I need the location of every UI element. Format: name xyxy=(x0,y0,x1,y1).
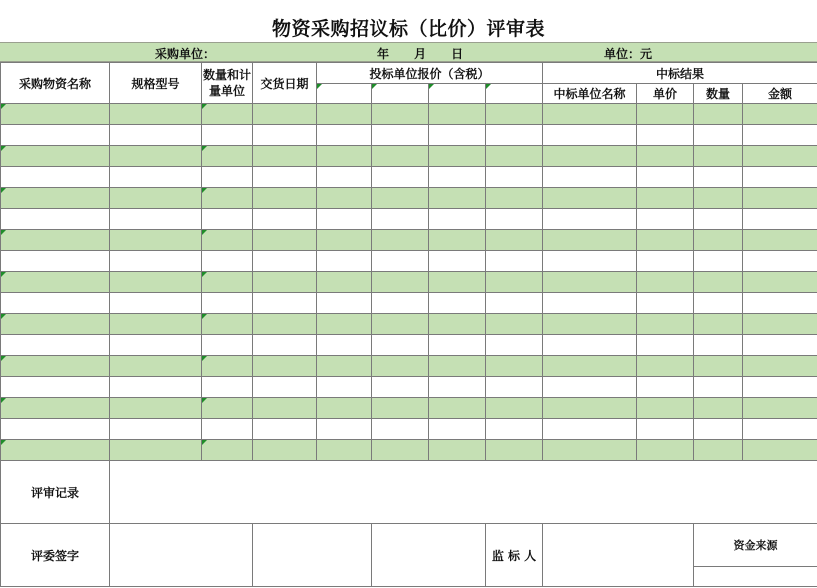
table-cell[interactable] xyxy=(694,209,743,230)
table-cell[interactable] xyxy=(110,188,202,209)
table-cell[interactable] xyxy=(317,356,372,377)
table-cell[interactable] xyxy=(637,251,694,272)
table-cell[interactable] xyxy=(317,440,372,461)
table-cell[interactable] xyxy=(743,125,817,146)
table-row xyxy=(1,167,817,188)
table-cell[interactable] xyxy=(486,314,543,335)
table-cell[interactable] xyxy=(372,335,429,356)
table-cell[interactable] xyxy=(202,356,253,377)
table-cell[interactable] xyxy=(637,440,694,461)
table-cell[interactable] xyxy=(202,167,253,188)
table-cell[interactable] xyxy=(253,251,317,272)
table-cell[interactable] xyxy=(110,377,202,398)
bid-quote-cell-2[interactable] xyxy=(372,84,429,104)
table-cell[interactable] xyxy=(253,167,317,188)
evaluation-table xyxy=(0,62,817,587)
table-cell[interactable] xyxy=(253,188,317,209)
table-cell[interactable] xyxy=(486,104,543,125)
header-bid-quotes: 投标单位报价（含税） xyxy=(317,63,543,84)
table-cell[interactable] xyxy=(202,419,253,440)
table-cell[interactable] xyxy=(694,104,743,125)
table-cell[interactable] xyxy=(110,104,202,125)
table-cell[interactable] xyxy=(543,272,637,293)
table-cell[interactable] xyxy=(110,251,202,272)
table-cell[interactable] xyxy=(429,377,486,398)
table-cell[interactable] xyxy=(110,209,202,230)
table-cell[interactable] xyxy=(202,440,253,461)
table-cell[interactable] xyxy=(1,146,110,167)
table-cell[interactable] xyxy=(110,230,202,251)
table-row xyxy=(1,104,817,125)
table-cell[interactable] xyxy=(372,251,429,272)
table-cell[interactable] xyxy=(543,398,637,419)
table-cell[interactable] xyxy=(637,293,694,314)
date-label: 年 月 日 xyxy=(377,47,464,61)
table-cell[interactable] xyxy=(372,440,429,461)
table-cell[interactable] xyxy=(253,272,317,293)
table-cell[interactable] xyxy=(1,230,110,251)
table-cell[interactable] xyxy=(543,314,637,335)
table-cell[interactable] xyxy=(637,356,694,377)
table-cell[interactable] xyxy=(743,377,817,398)
signature-cell-3[interactable] xyxy=(372,524,486,587)
table-cell[interactable] xyxy=(637,314,694,335)
table-cell[interactable] xyxy=(1,104,110,125)
table-cell[interactable] xyxy=(743,272,817,293)
table-cell[interactable] xyxy=(1,251,110,272)
table-cell[interactable] xyxy=(743,167,817,188)
table-cell[interactable] xyxy=(372,188,429,209)
table-cell[interactable] xyxy=(372,209,429,230)
table-cell[interactable] xyxy=(743,440,817,461)
table-cell[interactable] xyxy=(1,188,110,209)
table-cell[interactable] xyxy=(253,125,317,146)
table-cell[interactable] xyxy=(637,167,694,188)
table-cell[interactable] xyxy=(202,335,253,356)
table-cell[interactable] xyxy=(317,293,372,314)
table-cell[interactable] xyxy=(317,272,372,293)
table-cell[interactable] xyxy=(1,419,110,440)
table-cell[interactable] xyxy=(543,335,637,356)
table-row xyxy=(1,314,817,335)
supervisor-label: 监 标 人 xyxy=(486,524,543,587)
table-cell[interactable] xyxy=(253,209,317,230)
signature-cell-2[interactable] xyxy=(253,524,372,587)
table-cell[interactable] xyxy=(1,356,110,377)
table-cell[interactable] xyxy=(253,104,317,125)
table-cell[interactable] xyxy=(317,125,372,146)
table-cell[interactable] xyxy=(317,188,372,209)
table-cell[interactable] xyxy=(253,356,317,377)
purchase-unit-label: 采购单位： xyxy=(155,47,216,61)
table-cell[interactable] xyxy=(317,335,372,356)
table-cell[interactable] xyxy=(429,293,486,314)
table-cell[interactable] xyxy=(694,356,743,377)
table-cell[interactable] xyxy=(743,293,817,314)
table-cell[interactable] xyxy=(110,419,202,440)
table-cell[interactable] xyxy=(543,356,637,377)
table-cell[interactable] xyxy=(543,377,637,398)
table-cell[interactable] xyxy=(202,209,253,230)
table-cell[interactable] xyxy=(429,314,486,335)
table-cell[interactable] xyxy=(372,146,429,167)
page-title: 物资采购招议标（比价）评审表 xyxy=(271,18,545,40)
table-cell[interactable] xyxy=(253,335,317,356)
table-cell[interactable] xyxy=(429,398,486,419)
table-cell[interactable] xyxy=(202,104,253,125)
table-cell[interactable] xyxy=(429,419,486,440)
table-row xyxy=(1,230,817,251)
table-row xyxy=(1,335,817,356)
table-cell[interactable] xyxy=(372,356,429,377)
table-cell[interactable] xyxy=(637,272,694,293)
table-cell[interactable] xyxy=(694,314,743,335)
table-cell[interactable] xyxy=(372,377,429,398)
table-row xyxy=(1,125,817,146)
table-row xyxy=(1,209,817,230)
table-cell[interactable] xyxy=(1,377,110,398)
table-cell[interactable] xyxy=(372,104,429,125)
table-cell[interactable] xyxy=(202,377,253,398)
table-cell[interactable] xyxy=(253,293,317,314)
table-cell[interactable] xyxy=(110,314,202,335)
table-cell[interactable] xyxy=(202,146,253,167)
table-cell[interactable] xyxy=(253,398,317,419)
table-cell[interactable] xyxy=(372,272,429,293)
table-cell[interactable] xyxy=(1,314,110,335)
table-cell[interactable] xyxy=(743,146,817,167)
table-cell[interactable] xyxy=(486,440,543,461)
table-cell[interactable] xyxy=(543,293,637,314)
table-cell[interactable] xyxy=(486,335,543,356)
table-row xyxy=(1,377,817,398)
table-cell[interactable] xyxy=(743,230,817,251)
table-cell[interactable] xyxy=(429,125,486,146)
table-cell[interactable] xyxy=(486,398,543,419)
header-spec-model: 规格型号 xyxy=(110,63,202,104)
table-cell[interactable] xyxy=(1,167,110,188)
committee-signature-label: 评委签字 xyxy=(1,524,110,587)
table-cell[interactable] xyxy=(543,125,637,146)
table-cell[interactable] xyxy=(694,188,743,209)
table-cell[interactable] xyxy=(429,209,486,230)
table-cell[interactable] xyxy=(110,146,202,167)
table-cell[interactable] xyxy=(543,251,637,272)
fund-source-label: 资金来源 xyxy=(694,524,817,567)
table-cell[interactable] xyxy=(486,230,543,251)
table-cell[interactable] xyxy=(543,440,637,461)
table-cell[interactable] xyxy=(694,335,743,356)
table-row xyxy=(1,188,817,209)
table-cell[interactable] xyxy=(694,146,743,167)
table-cell[interactable] xyxy=(253,419,317,440)
table-row xyxy=(1,272,817,293)
table-cell[interactable] xyxy=(743,188,817,209)
table-cell[interactable] xyxy=(110,167,202,188)
table-cell[interactable] xyxy=(253,314,317,335)
table-cell[interactable] xyxy=(486,377,543,398)
meta-row xyxy=(0,42,817,62)
table-cell[interactable] xyxy=(694,272,743,293)
table-cell[interactable] xyxy=(637,398,694,419)
table-cell[interactable] xyxy=(429,167,486,188)
table-cell[interactable] xyxy=(317,314,372,335)
bid-quote-cell-1[interactable] xyxy=(317,84,372,104)
table-cell[interactable] xyxy=(637,146,694,167)
table-cell[interactable] xyxy=(317,209,372,230)
table-cell[interactable] xyxy=(1,209,110,230)
table-cell[interactable] xyxy=(1,440,110,461)
table-cell[interactable] xyxy=(429,146,486,167)
table-cell[interactable] xyxy=(486,272,543,293)
table-cell[interactable] xyxy=(543,209,637,230)
table-cell[interactable] xyxy=(743,419,817,440)
table-cell[interactable] xyxy=(317,398,372,419)
table-cell[interactable] xyxy=(202,188,253,209)
table-cell[interactable] xyxy=(1,272,110,293)
table-row xyxy=(1,356,817,377)
table-cell[interactable] xyxy=(486,293,543,314)
table-cell[interactable] xyxy=(694,251,743,272)
table-cell[interactable] xyxy=(1,335,110,356)
table-cell[interactable] xyxy=(637,230,694,251)
table-cell[interactable] xyxy=(372,419,429,440)
table-cell[interactable] xyxy=(543,146,637,167)
header-delivery-date: 交货日期 xyxy=(253,63,317,104)
table-cell[interactable] xyxy=(543,188,637,209)
table-cell[interactable] xyxy=(637,104,694,125)
table-cell[interactable] xyxy=(543,230,637,251)
table-cell[interactable] xyxy=(372,230,429,251)
header-material-name: 采购物资名称 xyxy=(1,63,110,104)
table-cell[interactable] xyxy=(317,419,372,440)
currency-unit-label: 单位：元 xyxy=(604,47,653,61)
table-cell[interactable] xyxy=(372,293,429,314)
table-cell[interactable] xyxy=(202,272,253,293)
table-cell[interactable] xyxy=(317,146,372,167)
table-cell[interactable] xyxy=(694,293,743,314)
table-cell[interactable] xyxy=(317,377,372,398)
table-cell[interactable] xyxy=(110,356,202,377)
table-cell[interactable] xyxy=(1,125,110,146)
table-cell[interactable] xyxy=(317,251,372,272)
table-cell[interactable] xyxy=(372,167,429,188)
table-cell[interactable] xyxy=(372,125,429,146)
supervisor-cell[interactable] xyxy=(543,524,694,587)
review-record-label: 评审记录 xyxy=(1,461,110,524)
table-cell[interactable] xyxy=(694,419,743,440)
table-cell[interactable] xyxy=(486,356,543,377)
table-cell[interactable] xyxy=(743,104,817,125)
table-cell[interactable] xyxy=(253,440,317,461)
table-cell[interactable] xyxy=(317,167,372,188)
table-cell[interactable] xyxy=(1,398,110,419)
table-cell[interactable] xyxy=(637,188,694,209)
table-cell[interactable] xyxy=(429,356,486,377)
table-cell[interactable] xyxy=(317,230,372,251)
table-cell[interactable] xyxy=(694,377,743,398)
table-cell[interactable] xyxy=(694,167,743,188)
table-cell[interactable] xyxy=(543,104,637,125)
table-cell[interactable] xyxy=(202,125,253,146)
table-cell[interactable] xyxy=(486,419,543,440)
table-row xyxy=(1,419,817,440)
table-cell[interactable] xyxy=(637,377,694,398)
bid-quote-cell-4[interactable] xyxy=(486,84,543,104)
table-cell[interactable] xyxy=(202,293,253,314)
table-cell[interactable] xyxy=(637,209,694,230)
table-cell[interactable] xyxy=(429,104,486,125)
table-cell[interactable] xyxy=(486,146,543,167)
table-cell[interactable] xyxy=(743,335,817,356)
signature-cell-1[interactable] xyxy=(110,524,253,587)
table-cell[interactable] xyxy=(429,251,486,272)
table-cell[interactable] xyxy=(253,146,317,167)
table-cell[interactable] xyxy=(429,440,486,461)
table-row xyxy=(1,440,817,461)
header-winning-result: 中标结果 xyxy=(543,63,817,84)
table-cell[interactable] xyxy=(743,314,817,335)
table-row xyxy=(1,251,817,272)
table-cell[interactable] xyxy=(110,335,202,356)
table-cell[interactable] xyxy=(110,440,202,461)
table-cell[interactable] xyxy=(637,419,694,440)
table-cell[interactable] xyxy=(486,209,543,230)
header-amount: 金额 xyxy=(743,84,817,104)
table-cell[interactable] xyxy=(637,335,694,356)
table-cell[interactable] xyxy=(743,356,817,377)
table-cell[interactable] xyxy=(317,104,372,125)
header-qty-unit: 数量和计量单位 xyxy=(202,63,253,104)
table-cell[interactable] xyxy=(202,230,253,251)
table-row xyxy=(1,146,817,167)
table-cell[interactable] xyxy=(202,314,253,335)
table-cell[interactable] xyxy=(429,230,486,251)
table-cell[interactable] xyxy=(743,398,817,419)
review-record-cell[interactable] xyxy=(110,461,817,524)
fund-source-cell[interactable] xyxy=(694,524,817,587)
table-row xyxy=(1,293,817,314)
table-cell[interactable] xyxy=(253,377,317,398)
table-cell[interactable] xyxy=(202,398,253,419)
table-cell[interactable] xyxy=(743,209,817,230)
table-cell[interactable] xyxy=(253,230,317,251)
table-cell[interactable] xyxy=(486,125,543,146)
bid-quote-cell-3[interactable] xyxy=(429,84,486,104)
table-cell[interactable] xyxy=(543,167,637,188)
table-cell[interactable] xyxy=(694,125,743,146)
table-cell[interactable] xyxy=(486,167,543,188)
header-winner-name: 中标单位名称 xyxy=(543,84,637,104)
table-cell[interactable] xyxy=(372,398,429,419)
table-cell[interactable] xyxy=(694,230,743,251)
header-unit-price: 单价 xyxy=(637,84,694,104)
table-cell[interactable] xyxy=(743,251,817,272)
table-cell[interactable] xyxy=(486,188,543,209)
table-cell[interactable] xyxy=(429,188,486,209)
table-cell[interactable] xyxy=(637,125,694,146)
table-cell[interactable] xyxy=(110,398,202,419)
table-cell[interactable] xyxy=(694,398,743,419)
table-cell[interactable] xyxy=(372,314,429,335)
table-cell[interactable] xyxy=(1,293,110,314)
table-cell[interactable] xyxy=(202,251,253,272)
table-cell[interactable] xyxy=(486,251,543,272)
table-cell[interactable] xyxy=(543,419,637,440)
table-cell[interactable] xyxy=(110,293,202,314)
header-quantity: 数量 xyxy=(694,84,743,104)
table-cell[interactable] xyxy=(429,272,486,293)
table-cell[interactable] xyxy=(429,335,486,356)
table-cell[interactable] xyxy=(110,125,202,146)
table-cell[interactable] xyxy=(694,440,743,461)
table-cell[interactable] xyxy=(110,272,202,293)
table-row xyxy=(1,398,817,419)
